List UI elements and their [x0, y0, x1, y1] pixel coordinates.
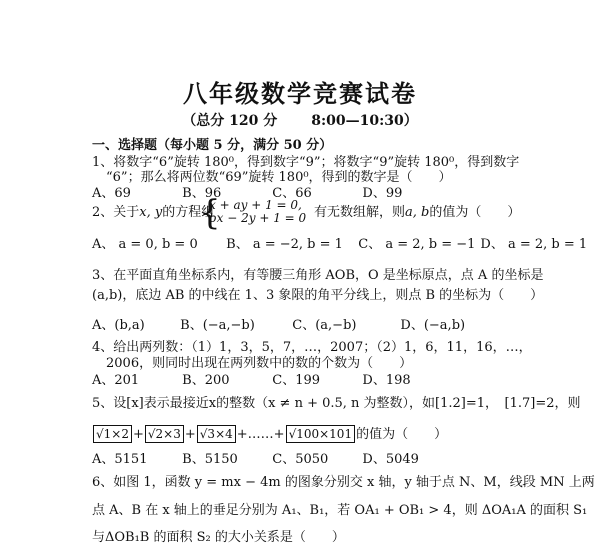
q2-vars: x, y [139, 205, 163, 220]
q2-option-b: B、 a = −2, b = 1 [226, 237, 343, 252]
section-heading: 一、选择题（每小题 5 分，满分 50 分） [92, 138, 333, 153]
exam-time: 8:00—10:30） [311, 113, 418, 129]
q5-term-2: √2×3 [145, 425, 184, 443]
system-brace: { [199, 193, 221, 233]
q4-options [92, 373, 411, 389]
q2-option-c: C、 a = 2, b = −1 [358, 237, 476, 252]
q6-line3: 与ΔOB₁B 的面积 S₂ 的大小关系是（ ） [92, 530, 345, 545]
q5-dots: +……+ [236, 427, 285, 442]
q1-option-b: B、96 [182, 186, 222, 201]
q2-text-suffix: 有无数组解，则 [314, 205, 406, 220]
q5-term-3: √3×4 [197, 425, 236, 443]
q1-option-c: C、66 [272, 186, 312, 201]
q5-term-1: √1×2 [93, 425, 132, 443]
total-score: （总分 120 分 [182, 113, 278, 129]
equation-system [209, 199, 306, 225]
q1-option-a: A、69 [92, 186, 131, 201]
q3-option-d: D、(−a,b) [400, 318, 466, 333]
q4-line2: 2006，则同时出现在两列数中的数的个数为（ ） [106, 356, 413, 371]
q2-option-a: A、 a = 0, b = 0 [92, 237, 198, 252]
q2-text-mid: 的方程组 [162, 205, 215, 220]
q4-option-d: D、198 [362, 373, 411, 388]
q2-suffix [314, 205, 520, 221]
q1-line1: 1、将数字“6”旋转 180⁰，得到数字“9”；将数字“9”旋转 180⁰，得到数字 [92, 155, 520, 170]
q5-option-d: D、5049 [362, 452, 419, 467]
q4-option-a: A、201 [92, 373, 140, 388]
q5-option-c: C、5050 [272, 452, 329, 467]
q1-option-d: D、99 [362, 186, 403, 201]
q4-line1: 4、给出两列数：（1）1，3，5，7，…，2007；（2）1，6，11，16，…， [92, 340, 532, 355]
q5-options [92, 452, 419, 468]
q3-line1: 3、在平面直角坐标系内，有等腰三角形 AOB，O 是坐标原点，点 A 的坐标是 [92, 268, 544, 283]
q3-option-c: C、(a,−b) [292, 318, 357, 333]
equation-1: x + ay + 1 = 0, [209, 198, 302, 212]
exam-subtitle [0, 110, 600, 130]
q5-tail: 的值为（ ） [356, 427, 448, 442]
q5-term-last: √100×101 [286, 425, 356, 443]
q4-option-b: B、200 [182, 373, 230, 388]
q2-prefix [92, 205, 214, 221]
q2-option-d: D、 a = 2, b = 1 [480, 237, 588, 252]
q6-line1: 6、如图 1，函数 y = mx − 4m 的图象分别交 x 轴，y 轴于点 N、M，线段 MN 上两 [92, 475, 595, 490]
q2-text-prefix: 2、关于 [92, 205, 140, 220]
q5-option-a: A、5151 [92, 452, 148, 467]
exam-title: 八年级数学竞赛试卷 [183, 79, 417, 108]
equation-2: bx − 2y + 1 = 0 [209, 211, 307, 225]
q5-sum: √1×2 + √2×3 + √3×4 +……+ √100×101 的值为（ ） [92, 425, 447, 443]
q6-line2: 点 A、B 在 x 轴上的垂足分别为 A₁、B₁，若 OA₁ + OB₁ > 4，则 ΔOA₁A 的面积 S₁ [92, 503, 588, 518]
q2-ab: a, b [405, 205, 430, 220]
q4-option-c: C、199 [272, 373, 321, 388]
q3-line2: (a,b)，底边 AB 的中线在 1、3 象限的角平分线上，则点 B 的坐标为（ ） [92, 288, 544, 303]
q5-line1: 5、设[x]表示最接近x的整数（x ≠ n + 0.5, n 为整数），如[1.2]=1， [1.7]=2，则 [92, 396, 581, 411]
q2-text-tail: 的值为（ ） [429, 205, 521, 220]
q2-options [92, 237, 587, 253]
q3-options [92, 318, 465, 334]
q1-line2: “6”；那么将两位数“69”旋转 180⁰，得到的数字是（ ） [106, 170, 452, 185]
q3-option-b: B、(−a,−b) [180, 318, 255, 333]
q3-option-a: A、(b,a) [92, 318, 145, 333]
q5-option-b: B、5150 [182, 452, 238, 467]
